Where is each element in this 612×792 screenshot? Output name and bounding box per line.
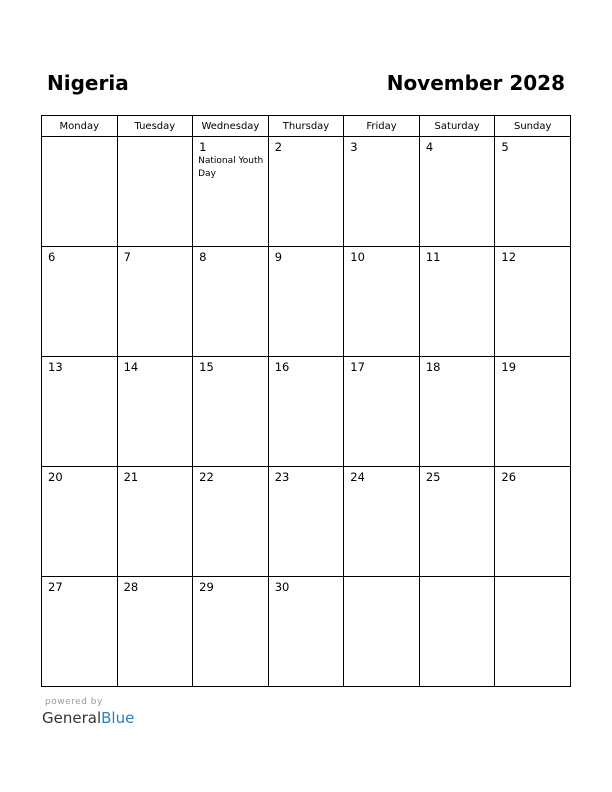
day-cell <box>42 247 118 357</box>
day-cell <box>344 467 420 577</box>
week-row <box>42 357 571 467</box>
day-cell <box>419 577 495 687</box>
day-cell <box>344 357 420 467</box>
day-cell <box>193 467 269 577</box>
day-cell <box>193 577 269 687</box>
day-number: 12 <box>501 250 517 264</box>
powered-by-label: powered by <box>45 697 103 707</box>
day-number: 11 <box>425 250 441 264</box>
week-row <box>42 467 571 577</box>
day-number: 5 <box>501 140 509 154</box>
day-cell <box>268 247 344 357</box>
day-number: 22 <box>199 470 214 484</box>
day-cell <box>42 577 118 687</box>
day-number: 16 <box>274 360 290 374</box>
week-row <box>42 247 571 357</box>
day-number: 21 <box>123 470 139 484</box>
day-number: 17 <box>350 360 365 374</box>
day-cell <box>268 357 344 467</box>
day-cell <box>117 137 193 247</box>
generalblue-logo[interactable] <box>42 708 134 728</box>
day-cell <box>193 137 269 247</box>
weekday-header-sunday: Sunday <box>495 116 571 137</box>
day-cell <box>495 357 571 467</box>
weekday-header-wednesday: Wednesday <box>193 116 269 137</box>
weekday-header-thursday: Thursday <box>268 116 344 137</box>
day-number: 26 <box>501 470 517 484</box>
weekday-header-friday: Friday <box>344 116 420 137</box>
day-number: 8 <box>199 250 207 264</box>
day-number: 4 <box>425 140 434 154</box>
country-title: Nigeria <box>47 71 129 95</box>
day-number: 7 <box>123 250 131 264</box>
day-number: 15 <box>199 360 214 374</box>
day-cell <box>344 137 420 247</box>
day-number: 2 <box>274 140 283 154</box>
day-cell <box>42 467 118 577</box>
day-number: 9 <box>274 250 283 264</box>
day-cell <box>419 467 495 577</box>
day-number: 1 <box>199 140 207 154</box>
day-cell <box>268 137 344 247</box>
day-cell <box>42 137 118 247</box>
day-cell <box>193 247 269 357</box>
day-number: 20 <box>48 470 63 484</box>
day-cell <box>495 247 571 357</box>
day-cell <box>495 577 571 687</box>
brand-general-text: General <box>42 709 102 727</box>
week-row <box>42 137 571 247</box>
day-cell <box>344 247 420 357</box>
day-number: 6 <box>48 250 56 264</box>
calendar-grid <box>41 115 571 687</box>
weekday-header-tuesday: Tuesday <box>117 116 193 137</box>
day-number: 10 <box>350 250 365 264</box>
day-cell <box>268 467 344 577</box>
day-cell <box>117 577 193 687</box>
day-cell <box>419 357 495 467</box>
week-row <box>42 577 571 687</box>
day-number: 14 <box>123 360 139 374</box>
day-cell <box>495 467 571 577</box>
day-cell <box>117 357 193 467</box>
month-year-title: November 2028 <box>386 71 565 95</box>
day-cell <box>419 137 495 247</box>
holiday-label: National Youth Day <box>198 156 264 179</box>
day-number: 19 <box>501 360 517 374</box>
day-cell <box>268 577 344 687</box>
day-cell <box>42 357 118 467</box>
weekday-header-saturday: Saturday <box>419 116 495 137</box>
day-number: 23 <box>274 470 290 484</box>
brand-blue-text: Blue <box>101 709 135 727</box>
day-cell <box>419 247 495 357</box>
day-number: 30 <box>274 580 290 594</box>
day-cell <box>344 577 420 687</box>
day-cell <box>117 467 193 577</box>
day-cell <box>117 247 193 357</box>
weekday-header-row <box>42 116 571 137</box>
day-number: 13 <box>48 360 63 374</box>
day-number: 3 <box>350 140 358 154</box>
day-number: 27 <box>48 580 63 594</box>
weekday-header-monday: Monday <box>42 116 118 137</box>
day-cell <box>495 137 571 247</box>
day-number: 25 <box>425 470 441 484</box>
day-number: 18 <box>425 360 441 374</box>
day-number: 28 <box>123 580 139 594</box>
day-number: 24 <box>350 470 365 484</box>
day-cell <box>193 357 269 467</box>
day-number: 29 <box>199 580 214 594</box>
